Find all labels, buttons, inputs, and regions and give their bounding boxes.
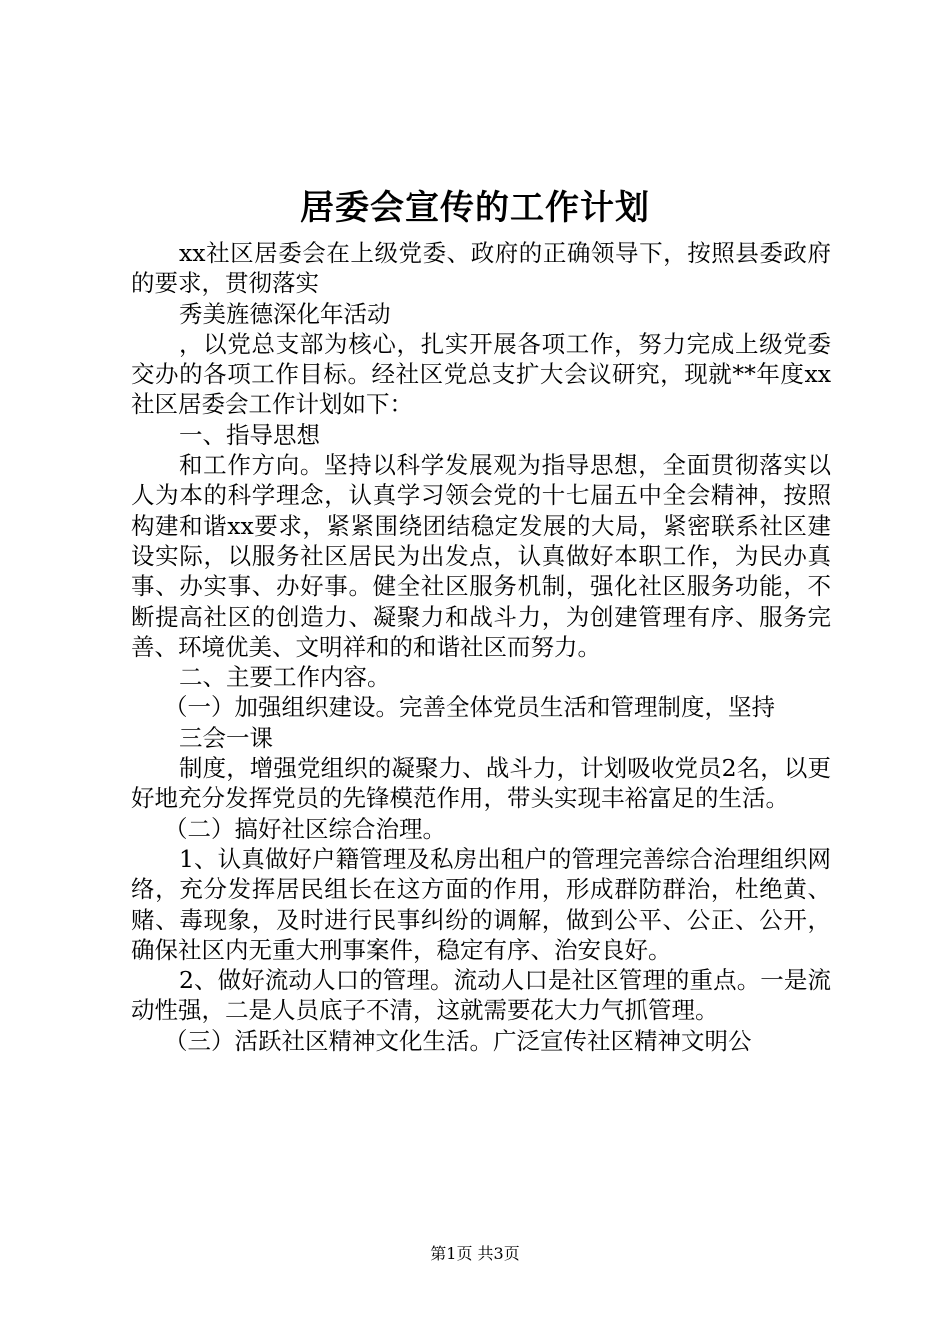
paragraph-7: 制度，增强党组织的凝聚力、战斗力，计划吸收党员2名，以更好地充分发挥党员的先锋模范作用，带头实现丰裕富足的生活。	[131, 754, 831, 813]
paragraph-9: 2、做好流动人口的管理。流动人口是社区管理的重点。一是流动性强，二是人员底子不清，这就需要花大力气抓管理。	[131, 966, 831, 1025]
paragraph-3: ，以党总支部为核心，扎实开展各项工作，努力完成上级党委交办的各项工作目标。经社区党总支扩大会议研究，现就**年度xx社区居委会工作计划如下：	[131, 329, 831, 419]
paragraph-2: 秀美旌德深化年活动	[179, 299, 391, 328]
section-heading-1: 一、指导思想	[179, 420, 320, 449]
section-heading-2: 二、主要工作内容。	[179, 663, 391, 692]
paragraph-1: xx社区居委会在上级党委、政府的正确领导下，按照县委政府的要求，贯彻落实	[131, 239, 831, 298]
subsection-heading-2: （二）搞好社区综合治理。	[164, 814, 446, 843]
paragraph-5: （一）加强组织建设。完善全体党员生活和管理制度，坚持	[164, 693, 775, 722]
document-title: 居委会宣传的工作计划	[300, 188, 650, 228]
paragraph-10: （三）活跃社区精神文化生活。广泛宣传社区精神文明公	[164, 1026, 752, 1055]
paragraph-4: 和工作方向。坚持以科学发展观为指导思想，全面贯彻落实以人为本的科学理念，认真学习领会党的十七届五中全会精神，按照构建和谐xx要求，紧紧围绕团结稳定发展的大局，紧密联系社区建设实际，以服务社区居民为出发点，认真做好本职工作，为民办真事、办实事、办好事。健全社区服务机制，强化社区服务功能，不断提高社区的创造力、凝聚力和战斗力，为创建管理有序、服务完善、环境优美、文明祥和的和谐社区而努力。	[131, 451, 831, 661]
page-footer: 第1页 共3页	[430, 1244, 520, 1263]
paragraph-8: 1、认真做好户籍管理及私房出租户的管理完善综合治理组织网络，充分发挥居民组长在这方面的作用，形成群防群治，杜绝黄、赌、毒现象，及时进行民事纠纷的调解，做到公平、公正、公开，确保社区内无重大刑事案件，稳定有序、治安良好。	[131, 844, 831, 964]
document-body	[131, 238, 831, 1056]
paragraph-6: 三会一课	[179, 723, 273, 752]
